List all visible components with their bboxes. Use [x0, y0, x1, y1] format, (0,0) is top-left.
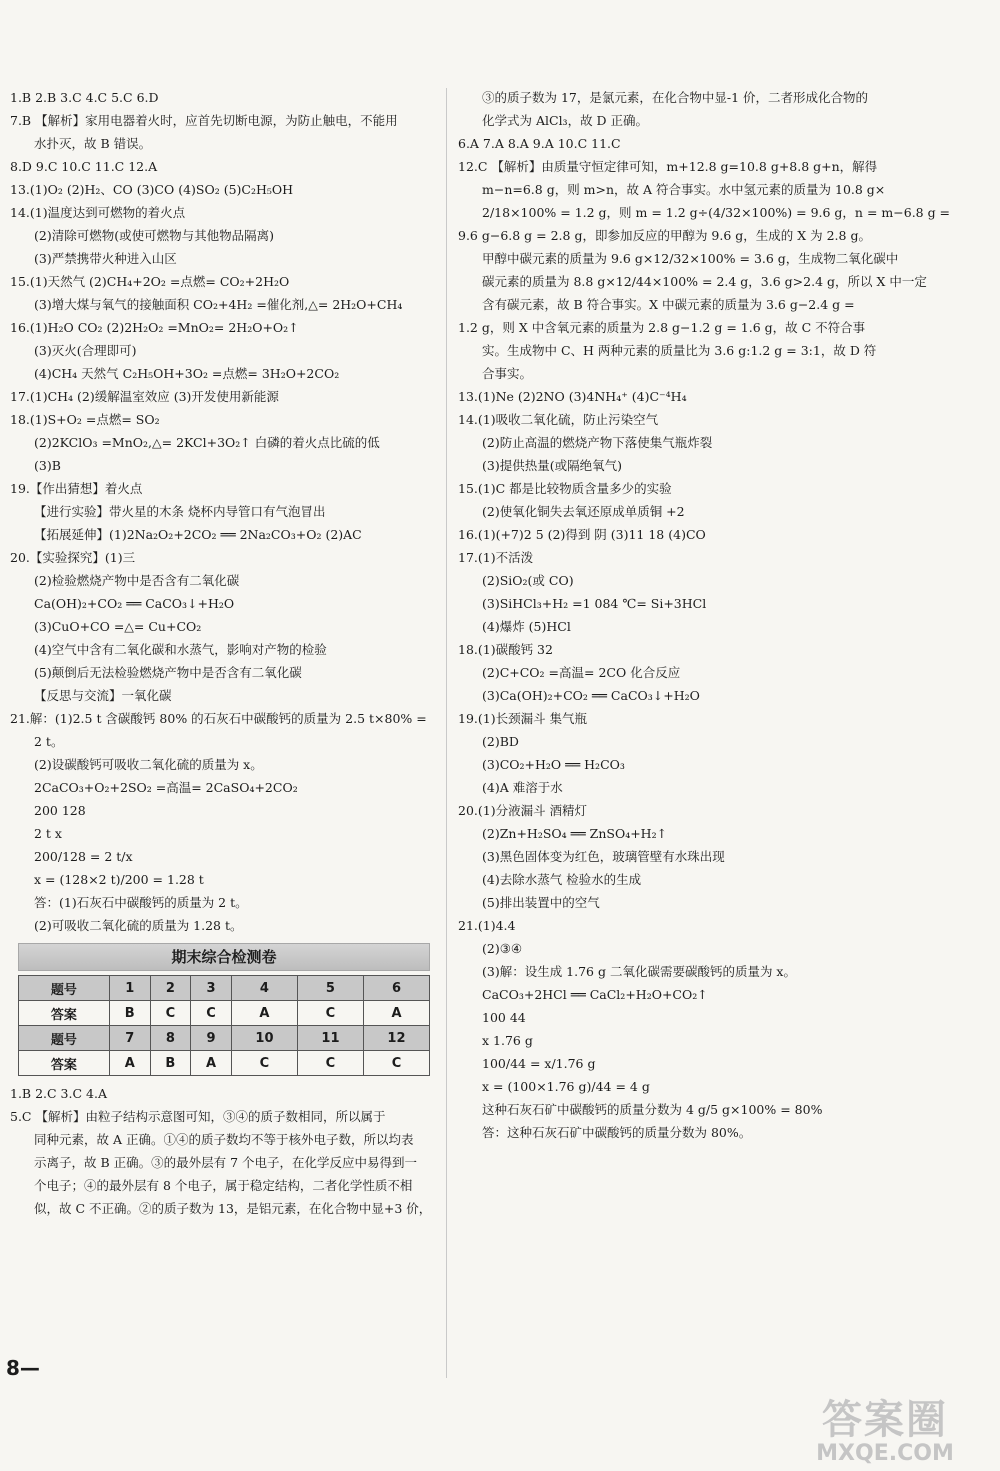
- answer-line: (2)BD: [482, 734, 519, 749]
- answer-table-row: [19, 1026, 430, 1051]
- answer-table-cell: 答案: [19, 1001, 110, 1026]
- watermark: [790, 1388, 980, 1466]
- answer-line: 16.(1)(+7)2 5 (2)得到 阴 (3)11 18 (4)CO: [458, 527, 706, 542]
- answer-table-cell: B: [109, 1001, 150, 1026]
- answer-line: (3)解：设生成 1.76 g 二氧化碳需要碳酸钙的质量为 x。: [482, 964, 796, 979]
- answer-line: (2)防止高温的燃烧产物下落使集气瓶炸裂: [482, 435, 713, 450]
- answer-line: (4)A 难溶于水: [482, 780, 563, 795]
- answer-table-row: [19, 1051, 430, 1076]
- answer-line: (2)③④: [482, 941, 523, 956]
- answer-line: 6.A 7.A 8.A 9.A 10.C 11.C: [458, 136, 621, 151]
- answer-line: 17.(1)CH₄ (2)缓解温室效应 (3)开发使用新能源: [10, 389, 279, 404]
- answer-line: 答：(1)石灰石中碳酸钙的质量为 2 t。: [34, 895, 248, 910]
- right-answer-lines: [458, 86, 978, 1144]
- answer-table-cell: 2: [150, 976, 190, 1001]
- answer-line: 5.C 【解析】由粒子结构示意图可知，③④的质子数相同，所以属于: [10, 1109, 386, 1124]
- answer-line: 9.6 g−6.8 g = 2.8 g，即参加反应的甲醇为 9.6 g，生成的 X 为 2.8 g。: [458, 228, 871, 243]
- answer-line: 示离子，故 B 正确。③的最外层有 7 个电子，在化学反应中易得到一: [34, 1155, 418, 1170]
- watermark-url: MXQE.COM: [816, 1441, 954, 1466]
- answer-line: ③的质子数为 17，是氯元素，在化合物中显-1 价，二者形成化合物的: [482, 90, 869, 105]
- answer-line: (2)使氧化铜失去氧还原成单质铜 +2: [482, 504, 685, 519]
- answer-table-cell: 答案: [19, 1051, 110, 1076]
- answer-line: 17.(1)不活泼: [458, 550, 534, 565]
- answer-table-cell: 1: [109, 976, 150, 1001]
- answer-line: 200/128 = 2 t/x: [34, 849, 133, 864]
- answer-line: 1.B 2.C 3.C 4.A: [10, 1086, 107, 1101]
- answer-line: 似，故 C 不正确。②的质子数为 13，是铝元素，在化合物中显+3 价，: [34, 1201, 432, 1216]
- watermark-logo: 答案圈: [822, 1397, 948, 1443]
- answer-line: (2)SiO₂(或 CO): [482, 573, 574, 588]
- answer-line: (3)SiHCl₃+H₂ =1 084 ℃= Si+3HCl: [482, 596, 707, 611]
- answer-line: 15.(1)天然气 (2)CH₄+2O₂ =点燃= CO₂+2H₂O: [10, 274, 290, 289]
- answer-line: (3)灭火(合理即可): [34, 343, 137, 358]
- answer-table-cell: 5: [297, 976, 363, 1001]
- answer-line: 18.(1)碳酸钙 32: [458, 642, 553, 657]
- answer-line: 【进行实验】带火星的木条 烧杯内导管口有气泡冒出: [34, 504, 326, 519]
- answer-line: 100 44: [482, 1010, 526, 1025]
- answer-line: 21.解：(1)2.5 t 含碳酸钙 80% 的石灰石中碳酸钙的质量为 2.5 t×80% =: [10, 711, 427, 726]
- answer-line: (2)C+CO₂ =高温= 2CO 化合反应: [482, 665, 681, 680]
- answer-table-cell: 11: [297, 1026, 363, 1051]
- section-title: 期末综合检测卷: [18, 943, 430, 971]
- answer-line: 19.【作出猜想】着火点: [10, 481, 143, 496]
- answer-line: 甲醇中碳元素的质量为 9.6 g×12/32×100% = 3.6 g，生成物二氧化碳中: [482, 251, 899, 266]
- answer-table-cell: A: [363, 1001, 429, 1026]
- page-number: 8—: [6, 1356, 40, 1380]
- answer-line: 14.(1)吸收二氧化硫，防止污染空气: [458, 412, 659, 427]
- answer-line: (3)增大煤与氧气的接触面积 CO₂+4H₂ =催化剂,△= 2H₂O+CH₄: [34, 297, 403, 312]
- answer-table-cell: C: [363, 1051, 429, 1076]
- answer-line: (2)检验燃烧产物中是否含有二氧化碳: [34, 573, 240, 588]
- answer-line: 13.(1)O₂ (2)H₂、CO (3)CO (4)SO₂ (5)C₂H₅OH: [10, 182, 294, 197]
- answer-line: (3)B: [34, 458, 61, 473]
- answer-table-cell: C: [297, 1001, 363, 1026]
- answer-line: 14.(1)温度达到可燃物的着火点: [10, 205, 186, 220]
- answer-line: 合事实。: [482, 366, 533, 381]
- answer-line: 200 128: [34, 803, 86, 818]
- answer-line: 实。生成物中 C、H 两种元素的质量比为 3.6 g:1.2 g = 3:1，故 D 符: [482, 343, 877, 358]
- answer-line: 12.C 【解析】由质量守恒定律可知，m+12.8 g=10.8 g+8.8 g+n，解得: [458, 159, 878, 174]
- answer-table-cell: 8: [150, 1026, 190, 1051]
- answer-line: 1.2 g，则 X 中含氧元素的质量为 2.8 g−1.2 g = 1.6 g，故 C 不符合事: [458, 320, 866, 335]
- answer-table-cell: 12: [363, 1026, 429, 1051]
- answer-line: 8.D 9.C 10.C 11.C 12.A: [10, 159, 158, 174]
- answer-table-cell: A: [191, 1051, 232, 1076]
- answer-line: 碳元素的质量为 8.8 g×12/44×100% = 2.4 g，3.6 g>2.4 g，所以 X 中一定: [482, 274, 927, 289]
- answer-line: (5)颠倒后无法检验燃烧产物中是否含有二氧化碳: [34, 665, 302, 680]
- answer-line: 【拓展延伸】(1)2Na₂O₂+2CO₂ ══ 2Na₂CO₃+O₂ (2)AC: [34, 527, 362, 542]
- answer-line: x = (128×2 t)/200 = 1.28 t: [34, 872, 204, 887]
- answer-table-row: [19, 976, 430, 1001]
- answer-line: (5)排出装置中的空气: [482, 895, 600, 910]
- answer-line: (2)设碳酸钙可吸收二氧化硫的质量为 x。: [34, 757, 263, 772]
- answer-line: CaCO₃+2HCl ══ CaCl₂+H₂O+CO₂↑: [482, 987, 708, 1002]
- answer-line: 16.(1)H₂O CO₂ (2)2H₂O₂ =MnO₂= 2H₂O+O₂↑: [10, 320, 299, 335]
- answer-line: 19.(1)长颈漏斗 集气瓶: [458, 711, 588, 726]
- left-answer-lines: [10, 86, 440, 937]
- answer-line: (4)CH₄ 天然气 C₂H₅OH+3O₂ =点燃= 3H₂O+2CO₂: [34, 366, 340, 381]
- answer-line: 个电子；④的最外层有 8 个电子，属于稳定结构，二者化学性质不相: [34, 1178, 413, 1193]
- answer-line: (4)空气中含有二氧化碳和水蒸气，影响对产物的检验: [34, 642, 327, 657]
- answer-line: (3)Ca(OH)₂+CO₂ ══ CaCO₃↓+H₂O: [482, 688, 700, 703]
- right-column: [458, 86, 978, 1144]
- answer-line: (4)爆炸 (5)HCl: [482, 619, 571, 634]
- answer-line: 2/18×100% = 1.2 g，则 m = 1.2 g÷(4/32×100%) = 9.6 g，n = m−6.8 g =: [482, 205, 951, 220]
- answer-line: 100/44 = x/1.76 g: [482, 1056, 596, 1071]
- answer-line: Ca(OH)₂+CO₂ ══ CaCO₃↓+H₂O: [34, 596, 235, 611]
- answer-table-cell: 9: [191, 1026, 232, 1051]
- column-divider: [446, 88, 447, 1378]
- answer-line: 【反思与交流】一氧化碳: [34, 688, 172, 703]
- left-after-lines: [10, 1082, 440, 1220]
- answer-table-cell: A: [231, 1001, 297, 1026]
- answer-table-cell: C: [150, 1001, 190, 1026]
- answer-line: (3)黑色固体变为红色，玻璃管壁有水珠出现: [482, 849, 725, 864]
- answer-line: 1.B 2.B 3.C 4.C 5.C 6.D: [10, 90, 159, 105]
- answer-table-cell: 题号: [19, 976, 110, 1001]
- answer-table-cell: C: [191, 1001, 232, 1026]
- answer-line: 水扑灭，故 B 错误。: [34, 136, 152, 151]
- answer-line: m−n=6.8 g，则 m>n，故 A 符合事实。水中氢元素的质量为 10.8 g×: [482, 182, 886, 197]
- answer-line: 同种元素，故 A 正确。①④的质子数均不等于核外电子数，所以均表: [34, 1132, 414, 1147]
- answer-table-row: [19, 1001, 430, 1026]
- answer-line: 2 t。: [34, 734, 64, 749]
- answer-table-cell: 4: [231, 976, 297, 1001]
- answer-line: 这种石灰石矿中碳酸钙的质量分数为 4 g/5 g×100% = 80%: [482, 1102, 823, 1117]
- answer-line: 21.(1)4.4: [458, 918, 516, 933]
- answer-table-cell: 题号: [19, 1026, 110, 1051]
- answer-line: 7.B 【解析】家用电器着火时，应首先切断电源，为防止触电，不能用: [10, 113, 398, 128]
- answer-table-cell: 6: [363, 976, 429, 1001]
- answer-table-cell: 10: [231, 1026, 297, 1051]
- answer-table-cell: 7: [109, 1026, 150, 1051]
- left-column: [10, 86, 440, 1220]
- answer-line: 含有碳元素，故 B 符合事实。X 中碳元素的质量为 3.6 g−2.4 g =: [482, 297, 855, 312]
- answer-table-cell: B: [150, 1051, 190, 1076]
- answer-line: (3)严禁携带火种进入山区: [34, 251, 177, 266]
- answer-line: (2)Zn+H₂SO₄ ══ ZnSO₄+H₂↑: [482, 826, 668, 841]
- answer-line: (4)去除水蒸气 检验水的生成: [482, 872, 642, 887]
- answer-table-cell: A: [109, 1051, 150, 1076]
- answer-line: (2)可吸收二氧化硫的质量为 1.28 t。: [34, 918, 243, 933]
- answer-line: 15.(1)C 都是比较物质含量多少的实验: [458, 481, 672, 496]
- answer-line: x = (100×1.76 g)/44 = 4 g: [482, 1079, 650, 1094]
- answer-line: 20.【实验探究】(1)三: [10, 550, 136, 565]
- answer-line: 2 t x: [34, 826, 62, 841]
- answer-table-cell: C: [231, 1051, 297, 1076]
- answer-table: [18, 975, 430, 1076]
- answer-line: 20.(1)分液漏斗 酒精灯: [458, 803, 588, 818]
- answer-line: (2)2KClO₃ =MnO₂,△= 2KCl+3O₂↑ 白磷的着火点比硫的低: [34, 435, 380, 450]
- answer-line: 2CaCO₃+O₂+2SO₂ =高温= 2CaSO₄+2CO₂: [34, 780, 298, 795]
- answer-table-cell: 3: [191, 976, 232, 1001]
- answer-line: 答：这种石灰石矿中碳酸钙的质量分数为 80%。: [482, 1125, 752, 1140]
- answer-line: (3)CO₂+H₂O ══ H₂CO₃: [482, 757, 625, 772]
- answer-line: 18.(1)S+O₂ =点燃= SO₂: [10, 412, 160, 427]
- answer-line: 化学式为 AlCl₃，故 D 正确。: [482, 113, 649, 128]
- answer-line: (3)提供热量(或隔绝氧气): [482, 458, 622, 473]
- answer-table-cell: C: [297, 1051, 363, 1076]
- answer-line: (3)CuO+CO =△= Cu+CO₂: [34, 619, 202, 634]
- answer-line: x 1.76 g: [482, 1033, 533, 1048]
- answer-line: (2)清除可燃物(或使可燃物与其他物品隔离): [34, 228, 274, 243]
- answer-line: 13.(1)Ne (2)2NO (3)4NH₄⁺ (4)C⁻⁴H₄: [458, 389, 687, 404]
